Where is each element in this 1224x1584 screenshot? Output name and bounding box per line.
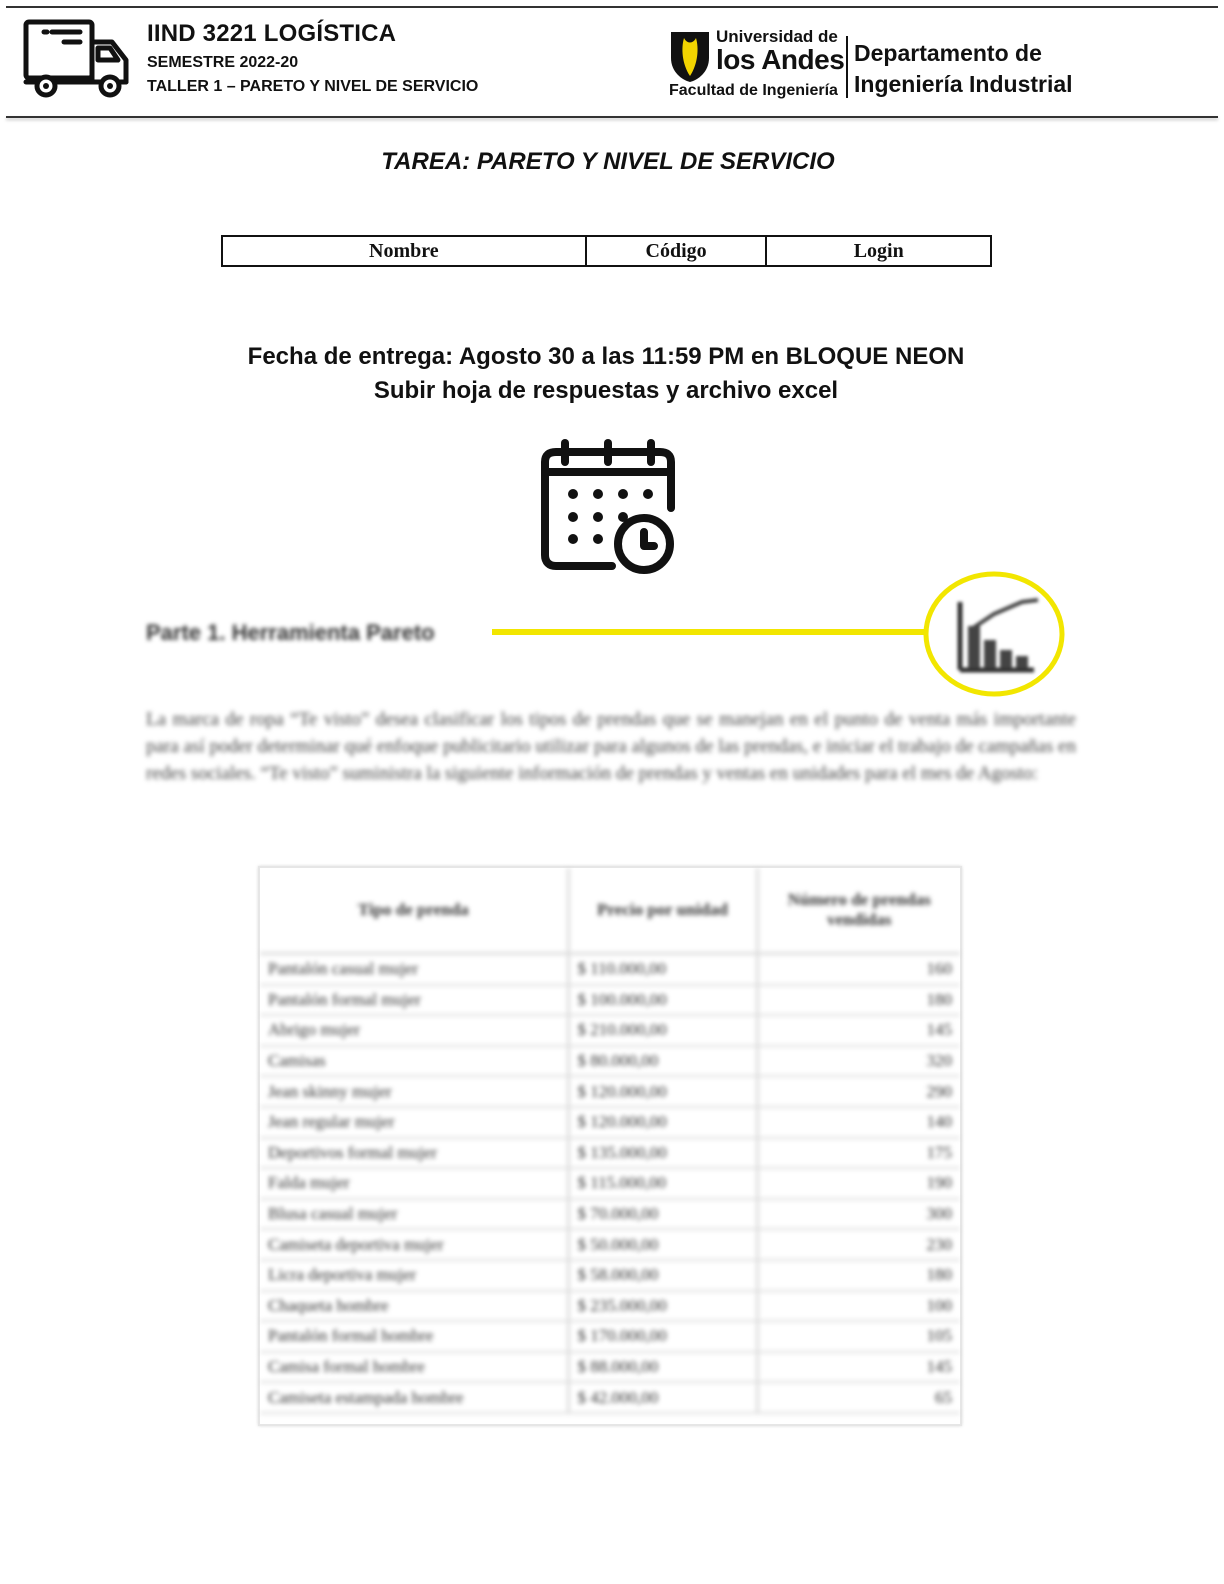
units-sold-cell: 290 xyxy=(757,1076,960,1107)
units-sold-cell: 145 xyxy=(757,1352,960,1383)
truck-icon xyxy=(22,18,132,100)
workshop-label: TALLER 1 – PARETO Y NIVEL DE SERVICIO xyxy=(147,78,479,95)
units-sold-header: Número de prendas vendidas xyxy=(757,868,960,954)
units-sold-cell: 65 xyxy=(757,1382,960,1413)
semester-label: SEMESTRE 2022-20 xyxy=(147,54,299,71)
calendar-clock-icon xyxy=(540,438,680,574)
garment-table-frame xyxy=(258,866,962,1426)
garment-type-cell: Deportivos formal mujer xyxy=(260,1138,568,1169)
units-sold-cell: 100 xyxy=(757,1291,960,1322)
table-row xyxy=(260,1321,960,1352)
department-label xyxy=(854,38,1073,100)
unit-price-cell: $ 120.000,00 xyxy=(568,1107,757,1138)
unit-price-header: Precio por unidad xyxy=(568,868,757,954)
login-column-header: Login xyxy=(766,236,991,266)
units-sold-cell: 105 xyxy=(757,1321,960,1352)
upload-instructions: Subir hoja de respuestas y archivo excel xyxy=(373,377,839,404)
garment-type-cell: Camiseta deportiva mujer xyxy=(260,1229,568,1260)
garment-type-cell: Pantalón casual mujer xyxy=(260,954,568,985)
department-line2: Ingeniería Industrial xyxy=(854,71,1073,97)
table-row xyxy=(260,1138,960,1169)
unit-price-cell: $ 80.000,00 xyxy=(568,1046,757,1077)
table-row xyxy=(260,1076,960,1107)
garment-type-cell: Pantalón formal hombre xyxy=(260,1321,568,1352)
unit-price-cell: $ 50.000,00 xyxy=(568,1229,757,1260)
table-row xyxy=(260,1382,960,1413)
garment-type-cell: Licra deportiva mujer xyxy=(260,1260,568,1291)
header-bottom-rule xyxy=(6,116,1218,118)
units-sold-cell: 140 xyxy=(757,1107,960,1138)
garment-table-body xyxy=(260,954,960,1413)
unit-price-cell: $ 70.000,00 xyxy=(568,1199,757,1230)
table-row xyxy=(260,1291,960,1322)
units-sold-cell: 160 xyxy=(757,954,960,985)
unit-price-cell: $ 120.000,00 xyxy=(568,1076,757,1107)
units-sold-cell: 180 xyxy=(757,985,960,1016)
table-row xyxy=(260,1260,960,1291)
unit-price-cell: $ 42.000,00 xyxy=(568,1382,757,1413)
units-sold-cell: 180 xyxy=(757,1260,960,1291)
faculty-label: Facultad de Ingeniería xyxy=(669,82,838,99)
document-title: TAREA: PARETO Y NIVEL DE SERVICIO xyxy=(381,148,835,175)
units-sold-cell: 300 xyxy=(757,1199,960,1230)
university-line1: Universidad de xyxy=(716,27,838,46)
university-line2: los Andes xyxy=(716,44,845,75)
course-title: IIND 3221 LOGÍSTICA xyxy=(147,20,397,47)
garment-type-header: Tipo de prenda xyxy=(260,868,568,954)
table-row xyxy=(260,1046,960,1077)
university-name xyxy=(716,28,844,74)
garment-type-cell: Abrigo mujer xyxy=(260,1015,568,1046)
due-date-block xyxy=(0,340,1212,408)
table-row xyxy=(260,985,960,1016)
garment-type-cell: Camisa formal hombre xyxy=(260,1352,568,1383)
garment-type-cell: Jean regular mujer xyxy=(260,1107,568,1138)
header-top-rule xyxy=(6,6,1218,8)
table-row xyxy=(260,1199,960,1230)
university-crest-icon xyxy=(668,28,712,84)
units-sold-cell: 230 xyxy=(757,1229,960,1260)
garment-type-cell: Camisas xyxy=(260,1046,568,1077)
garment-type-cell: Pantalón formal mujer xyxy=(260,985,568,1016)
units-sold-cell: 190 xyxy=(757,1168,960,1199)
table-row xyxy=(260,1229,960,1260)
unit-price-cell: $ 135.000,00 xyxy=(568,1138,757,1169)
garment-type-cell: Blusa casual mujer xyxy=(260,1199,568,1230)
part1-intro-paragraph: La marca de ropa “Te visto” desea clasificar los tipos de prendas que se manejan en el punto de venta más importante para así poder determinar qué enfoque publicitario utilizar para algunos de las prendas, e iniciar el trabajo de campañas en redes sociales. “Te visto” suministra la siguiente información de prendas y ventas en unidades para el mes de Agosto: xyxy=(146,709,1076,784)
units-sold-cell: 145 xyxy=(757,1015,960,1046)
unit-price-cell: $ 110.000,00 xyxy=(568,954,757,985)
units-sold-cell: 175 xyxy=(757,1138,960,1169)
due-date-line: Fecha de entrega: Agosto 30 a las 11:59 PM en BLOQUE NEON xyxy=(247,343,965,370)
table-row xyxy=(260,954,960,985)
code-column-header: Código xyxy=(586,236,767,266)
garment-type-cell: Camiseta estampada hombre xyxy=(260,1382,568,1413)
logo-divider xyxy=(846,36,848,98)
unit-price-cell: $ 235.000,00 xyxy=(568,1291,757,1322)
garment-type-cell: Falda mujer xyxy=(260,1168,568,1199)
name-column-header: Nombre xyxy=(222,236,586,266)
unit-price-cell: $ 115.000,00 xyxy=(568,1168,757,1199)
unit-price-cell: $ 88.000,00 xyxy=(568,1352,757,1383)
unit-price-cell: $ 100.000,00 xyxy=(568,985,757,1016)
course-block xyxy=(147,20,478,96)
table-row xyxy=(260,1015,960,1046)
pareto-chart-icon xyxy=(922,570,1066,698)
part1-heading: Parte 1. Herramienta Pareto xyxy=(146,620,435,645)
garment-type-cell: Jean skinny mujer xyxy=(260,1076,568,1107)
unit-price-cell: $ 58.000,00 xyxy=(568,1260,757,1291)
student-id-table xyxy=(221,235,992,267)
table-row xyxy=(260,1107,960,1138)
garment-sales-table xyxy=(260,868,960,1414)
unit-price-cell: $ 170.000,00 xyxy=(568,1321,757,1352)
table-header-row xyxy=(260,868,960,954)
department-line1: Departamento de xyxy=(854,40,1042,66)
part1-accent-line xyxy=(492,629,924,635)
units-sold-cell: 320 xyxy=(757,1046,960,1077)
table-row xyxy=(260,1168,960,1199)
table-row xyxy=(260,1352,960,1383)
garment-type-cell: Chaqueta hombre xyxy=(260,1291,568,1322)
unit-price-cell: $ 210.000,00 xyxy=(568,1015,757,1046)
